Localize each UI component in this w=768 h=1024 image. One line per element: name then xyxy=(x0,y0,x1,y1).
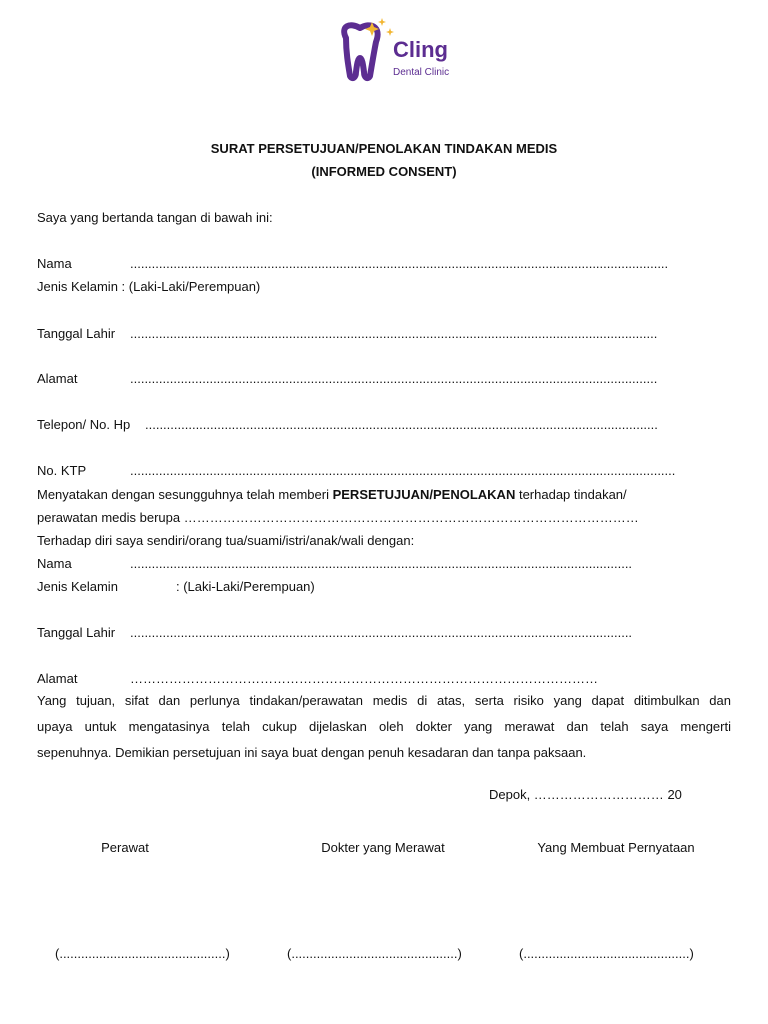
consent-paragraph xyxy=(37,688,731,766)
field-tanggal-lahir-blank[interactable]: .................................................................................................................................................. xyxy=(130,326,658,341)
field2-tanggal-lahir-blank[interactable]: ........................................................................................................................................... xyxy=(130,625,633,640)
field2-jenis-kelamin-label: Jenis Kelamin xyxy=(37,579,118,594)
signature-blank-dokter[interactable]: (..............................................) xyxy=(287,946,462,961)
field-nama-label: Nama xyxy=(37,256,72,271)
place-date xyxy=(489,787,682,803)
field-tanggal-lahir-label: Tanggal Lahir xyxy=(37,326,116,341)
field-jenis-kelamin: Jenis Kelamin : (Laki-Laki/Perempuan) xyxy=(37,279,261,294)
signature-label-dokter: Dokter yang Merawat xyxy=(321,840,445,855)
field2-nama-label: Nama xyxy=(37,556,72,571)
field2-alamat-blank[interactable]: ……………………………………………………………………………………………… xyxy=(130,671,598,686)
field-ktp-label: No. KTP xyxy=(37,463,87,478)
signature-blank-perawat[interactable]: (..............................................) xyxy=(55,946,230,961)
field-nama-blank[interactable]: ..................................................................................................................................................... xyxy=(130,256,669,271)
signature-label-perawat: Perawat xyxy=(101,840,149,855)
statement-line1: Menyatakan dengan sesungguhnya telah memberi PERSETUJUAN/PENOLAKAN terhadap tindakan/ xyxy=(37,487,627,502)
field2-jenis-kelamin-value: : (Laki-Laki/Perempuan) xyxy=(176,579,315,594)
consent-paragraph-line: Yang tujuan, sifat dan perlunya tindakan/perawatan medis di atas, serta risiko yang dapat ditimbulkan dan xyxy=(37,693,731,708)
field2-alamat-label: Alamat xyxy=(37,671,78,686)
place-date-blank[interactable]: Depok, ………………………… xyxy=(489,787,664,802)
logo-name: Cling xyxy=(393,37,448,62)
sparkle-icon xyxy=(386,28,394,36)
field-ktp-blank[interactable]: ....................................................................................................................................................... xyxy=(130,463,676,478)
signature-blank-pembuat[interactable]: (..............................................) xyxy=(519,946,694,961)
intro-text: Saya yang bertanda tangan di bawah ini: xyxy=(37,210,273,225)
field-alamat-label: Alamat xyxy=(37,371,78,386)
consent-paragraph-line: upaya untuk mengatasinya telah cukup dijelaskan oleh dokter yang merawat dan telah saya mengerti xyxy=(37,719,731,734)
field-telepon-blank[interactable]: .............................................................................................................................................. xyxy=(145,417,658,432)
document-title: SURAT PERSETUJUAN/PENOLAKAN TINDAKAN MEDIS xyxy=(210,141,558,156)
signature-label-pembuat: Yang Membuat Pernyataan xyxy=(537,840,695,855)
logo-subtitle: Dental Clinic xyxy=(393,67,450,78)
statement-line2: perawatan medis berupa …………………………………………………………………………………………… xyxy=(37,510,639,525)
statement-line3: Terhadap diri saya sendiri/orang tua/suami/istri/anak/wali dengan: xyxy=(37,533,415,548)
statement-bold: PERSETUJUAN/PENOLAKAN xyxy=(332,487,516,502)
year-prefix: 20 xyxy=(667,787,682,802)
field2-nama-blank[interactable]: ........................................................................................................................................... xyxy=(130,556,633,571)
document-subtitle: (INFORMED CONSENT) xyxy=(311,164,457,179)
consent-paragraph-line: sepenuhnya. Demikian persetujuan ini saya buat dengan penuh kesadaran dan tanpa paksaan. xyxy=(37,745,587,760)
sparkle-icon xyxy=(378,18,386,26)
field-alamat-blank[interactable]: .................................................................................................................................................. xyxy=(130,371,658,386)
field2-tanggal-lahir-label: Tanggal Lahir xyxy=(37,625,116,640)
field-telepon-label: Telepon/ No. Hp xyxy=(37,417,131,432)
